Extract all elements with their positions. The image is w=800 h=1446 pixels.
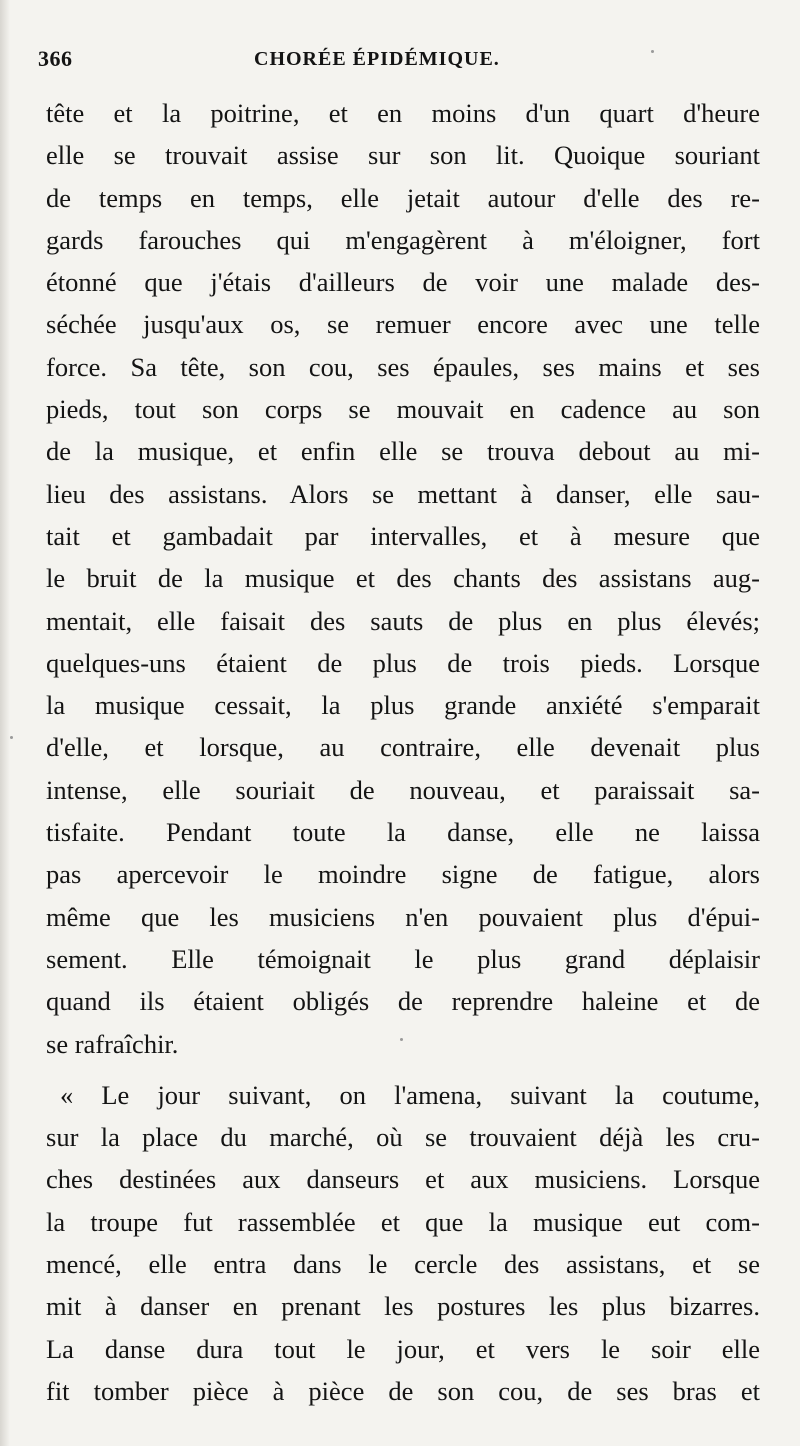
text-line: d'elle, et lorsque, au contraire, elle devenait plus [46, 732, 760, 763]
text-line: force. Sa tête, son cou, ses épaules, ses mains et ses [46, 351, 760, 382]
text-line: même que les musiciens n'en pouvaient plus d'épui- [46, 901, 760, 932]
text-line: quand ils étaient obligés de reprendre haleine et de [46, 986, 760, 1017]
text-line: tisfaite. Pendant toute la danse, elle ne laissa [46, 817, 760, 848]
running-head: CHORÉE ÉPIDÉMIQUE. [254, 48, 500, 70]
text-line: le bruit de la musique et des chants des assistans aug- [46, 563, 760, 594]
text-line: La danse dura tout le jour, et vers le soir elle [46, 1333, 760, 1364]
page-header [38, 46, 758, 76]
text-line: tait et gambadait par intervalles, et à mesure que [46, 520, 760, 551]
text-line: la musique cessait, la plus grande anxiété s'emparait [46, 690, 760, 721]
text-line: mit à danser en prenant les postures les plus bizarres. [46, 1291, 760, 1322]
page-edge-shadow [0, 0, 10, 1446]
text-line: mentait, elle faisait des sauts de plus en plus élevés; [46, 605, 760, 636]
text-line: fit tomber pièce à pièce de son cou, de ses bras et [46, 1375, 760, 1406]
text-line: de la musique, et enfin elle se trouva debout au mi- [46, 436, 760, 467]
text-line: quelques-uns étaient de plus de trois pieds. Lorsque [46, 647, 760, 678]
text-line: séchée jusqu'aux os, se remuer encore avec une telle [46, 309, 760, 340]
text-line: la troupe fut rassemblée et que la musique eut com- [46, 1206, 760, 1237]
text-line: lieu des assistans. Alors se mettant à danser, elle sau- [46, 478, 760, 509]
text-line: pieds, tout son corps se mouvait en cadence au son [46, 394, 760, 425]
paper-speck [10, 736, 13, 739]
page-number: 366 [38, 46, 73, 71]
paper-speck [651, 50, 654, 53]
text-line: pas apercevoir le moindre signe de fatigue, alors [46, 859, 760, 890]
text-line: sur la place du marché, où se trouvaient déjà les cru- [46, 1122, 760, 1153]
text-line: étonné que j'étais d'ailleurs de voir une malade des- [46, 267, 760, 298]
text-line: intense, elle souriait de nouveau, et paraissait sa- [46, 774, 760, 805]
text-line: sement. Elle témoignait le plus grand déplaisir [46, 943, 760, 974]
paragraph-end-line: se rafraîchir. [46, 1028, 179, 1059]
paragraph-start-line: « Le jour suivant, on l'amena, suivant la coutume, [60, 1079, 760, 1110]
text-line: de temps en temps, elle jetait autour d'elle des re- [46, 182, 760, 213]
text-line: elle se trouvait assise sur son lit. Quoique souriant [46, 140, 760, 171]
text-line: mencé, elle entra dans le cercle des assistans, et se [46, 1249, 760, 1280]
body-text [46, 92, 760, 1412]
text-line: gards farouches qui m'engagèrent à m'éloigner, fort [46, 224, 760, 255]
text-line: tête et la poitrine, et en moins d'un quart d'heure [46, 98, 760, 128]
paper-speck [400, 1038, 403, 1041]
text-line: ches destinées aux danseurs et aux musiciens. Lorsque [46, 1164, 760, 1195]
